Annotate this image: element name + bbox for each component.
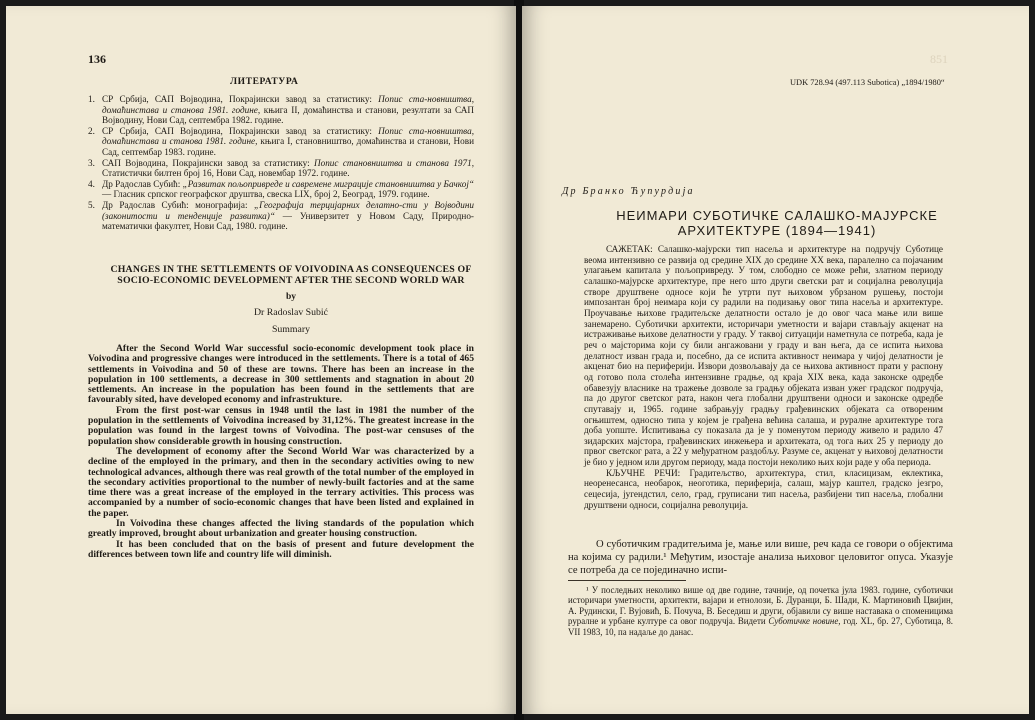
- article-author: Др Бранко Ћупурдија: [562, 186, 695, 197]
- abstract-text: САЖЕТАК: Салашко-мајурски тип насеља и архитектуре на подручју Суботице веома интензивно се развија од средине XIX до средине XX века, паралелно са појачаним улагањем капитала у пољопривреду. У том, слободно се може рећи, златном периоду салашко-мајурске архитектуре, пре него што други светски рат и социјална револуција створе друштвене односе који ће утрти пут њиховом убрзаном рушењу, постоји импозантан број неимара који су радили на подизању овог типа насеља и архитектуре. Проучавање њихове градитељске делатности остало је до овог часа мање или више занемарено. Суботички архитекти, историчари уметности и вајари стављају акценат на истраживање њихове делатности у граду. У таквој ситуацији наметнула се потреба, када је реч о мајсторима који су били ангажовани у граду и ван њега, да се испита њихова делатност изван града и, посебно, да се испита активност неимара у чијој делатности је акценат био на периферији. Извори дозвољавају да се њихова активност прати у распону од готово пола столећа интензивне градње, од краја XIX века, када законске одредбе обавезују власнике на тражење дозволе за градњу објеката изван ужег градског подручја, па до другог светског рата, након чега глобални друштвени односи и законске одредбе спутавају и, 1965. године забрањују градњу грађевинских објеката са отвореним огњиштем, односно типа у којем је грађена већина салаша, и руралне архитектуре тога доба уопште. Испитивања су показала да је у поменутом периоду живело и радило 47 зидарских мајстора, грађевинских инжењера и архитеката, од тога њих 25 у периоду до првог светског рата, а 22 у међуратном раздобљу. Разуме се, акценат у њиховој делатности је био у једном или другом периоду, мада постоји неколико њих који раде у оба периода.: [584, 244, 943, 468]
- summary-author: Dr Radoslav Subić: [253, 307, 328, 318]
- footnote: [568, 585, 953, 637]
- summary-paragraph: The development of economy after the Second World War was characterized by a decline of the employed in the primary, and then in the secondary activities owing to new technological advances, although there was real growth of the total number of the employed in the secondary activities proportional to the number of newly-built factories and at the same time there was a great increase of the employed in the terrary activities. This process was accompanied by a number of socio-economic changes that have been listed and explained in the paper.: [88, 445, 474, 519]
- summary-heading: Summary: [271, 324, 311, 335]
- article-title-line: АРХИТЕКТУРЕ (1894—1941): [677, 223, 877, 238]
- reference-item: 1. СР Србија, САП Војводина, Покрајински завод за статистику: Попис ста-новништва, домаћинстава и станова 1981. године, књига II, домаћинства и станови, резултати за САП Војводину, Нови Сад, септембра 1982. године.: [88, 94, 474, 126]
- summary-paragraph: From the first post-war census in 1948 until the last in 1981 the number of the population in the settlements of Voivodina increased by 31,12%. The greatest increase in the population was found in the largest towns of Voivodina. The post-war censuses of the population show considerable growth in housing construction.: [88, 404, 474, 447]
- left-page: [6, 6, 516, 714]
- keywords-text: КЉУЧНЕ РЕЧИ: Градитељство, архитектура, стил, класицизам, еклектика, неоренесанса, необарок, неоготика, периферија, салаш, мајур каштел, градско језгро, сецесија, југендстил, село, град, груписани тип насеља, разбијени тип насеља, глобални друштвени односи, социјална револуција.: [584, 467, 943, 510]
- footnote-rule: [568, 580, 686, 581]
- reference-item: 3. САП Војводина, Покрајински завод за статистику: Попис становништва и станова 1971, Статистички билтен број 16, Нови Сад, новембар 1972. године.: [88, 157, 474, 179]
- summary-paragraph: After the Second World War successful socio-economic development took place in Voivodina and progressive changes were introduced in the settlements. There is a total of 465 settlements in Voivodina and 50 of these are towns. There has been an increase in the population in 100 settlements, a decrease in 300 settlements and stagnation in about 20 settlements. An increase in the population has been found in the settlements that are favourably sited, have developed economy and infrastrukture.: [88, 343, 474, 406]
- reference-list: [88, 94, 474, 232]
- udk-classification: UDK 728.94 (497.113 Subotica) „1894/1980“: [790, 78, 945, 87]
- literature-heading: ЛИТЕРАТУРА: [230, 77, 299, 87]
- abstract-block: [584, 244, 943, 510]
- right-page: [522, 6, 1029, 714]
- summary-paragraph: In Voivodina these changes affected the living standards of the population which greatly improved, brought about urbanization and greater housing construction.: [88, 518, 474, 540]
- page-number: 136: [88, 52, 106, 66]
- footnote-text: ¹ У последњих неколико више од две године, тачније, од почетка јула 1983. године, суботички историчари уметности, архитекти, вајари и етнолози, Б. Дуранци, Б. Шади, К. Мартиновић Цвијин, А. Рудински, Г. Вујовић, Б. Почуча, В. Беседиш и други, објавили су више наставака о споменицима руралне и урбане културе са овог подручја. Видети Суботичке новине, год. XL, бр. 27, Суботица, 8. VII 1983, 10, па надаље до данас.: [568, 585, 953, 637]
- reference-item: 2. СР Србија, САП Војводина, Покрајински завод за статистику: Попис ста-новништва, домаћинстава и станова 1981. године, књига I, становништво, домаћинства и станови, Нови Сад, септембар 1983. године.: [88, 125, 474, 157]
- summary-paragraph: It has been concluded that on the basis of present and future development the differences between town life and country life will diminish.: [88, 538, 474, 560]
- summary-body: [88, 344, 474, 560]
- reference-item: 4. Др Радослав Субић: „Развитак пољопривреде и савремене миграције становништва у Бачкој“ — Гласник српског географског друштва, свеска LIX, број 2, Београд, 1979. године.: [88, 178, 475, 200]
- article-body: [568, 538, 953, 577]
- article-title-line: НЕИМАРИ СУБОТИЧКЕ САЛАШКО-МАЈУРСКЕ: [616, 208, 938, 223]
- body-paragraph: О суботичким градитељима је, мање или више, реч када се говори о објектима на којима су радили.¹ Међутим, изостаје анализа њиховог целовитог опуса. Указује се потреба да се појединачно испи-: [568, 539, 953, 576]
- article-title: [582, 208, 972, 238]
- english-summary-title: CHANGES IN THE SETTLEMENTS OF VOIVODINA AS CONSEQUENCES OF SOCIO-ECONOMIC DEVELOPMENT AFTER THE SECOND WORLD WAR: [110, 264, 472, 286]
- page-number-ghost: 851: [930, 52, 948, 66]
- reference-item: 5. Др Радослав Субић: монографија: „Географија терцијарних делатно-сти у Војводини (законитости и тенденције развитка)“ — Универзитет у Новом Саду, Природно-математички факултет, Нови Сад, 1980. године.: [88, 199, 474, 232]
- byline-by: by: [285, 292, 297, 302]
